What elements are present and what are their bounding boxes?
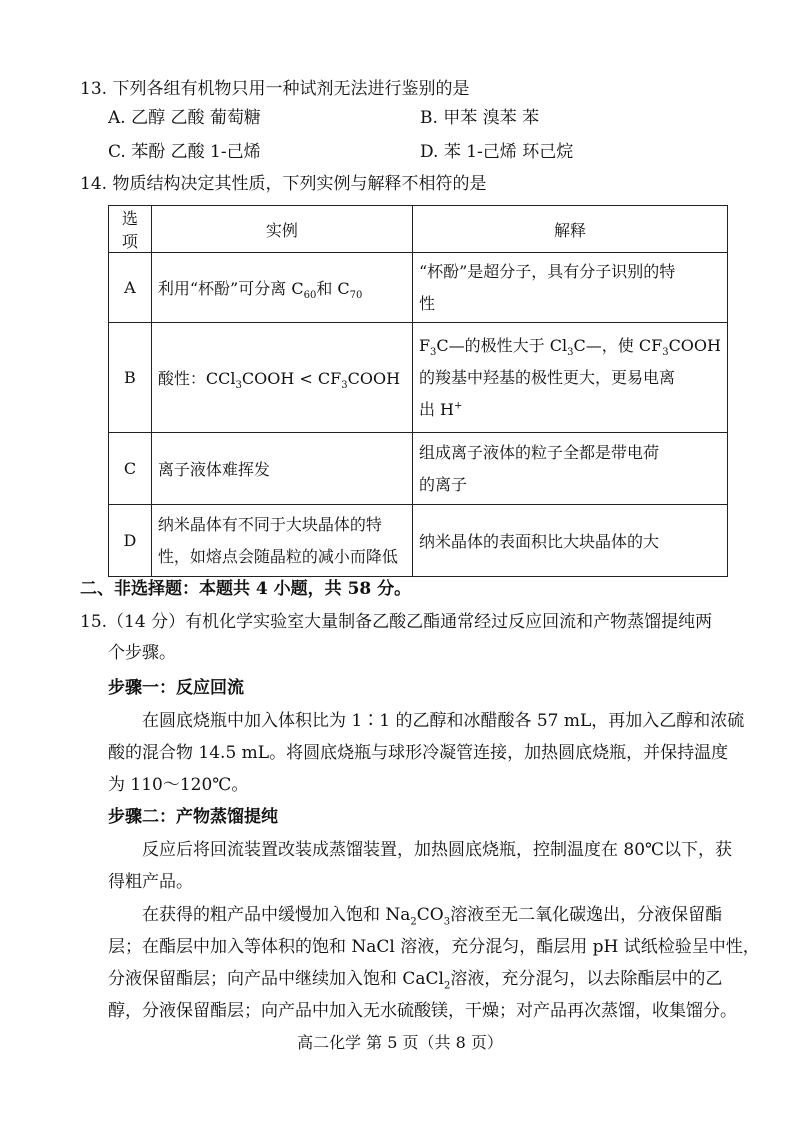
q14-row-a-option: A [109,253,152,323]
q14-row-b-explain-line1 [419,330,721,362]
q15-step1-line1: 在圆底烧瓶中加入体积比为 1∶1 的乙醇和冰醋酸各 57 mL，再加入乙醇和浓硫 [142,711,745,731]
q14-row-a-explain-line1: “杯酚”是超分子，具有分子识别的特 [418,261,676,281]
q14-header-explanation: 解释 [412,206,727,253]
q14-stem: 14. 物质结构决定其性质，下列实例与解释不相符的是 [80,174,487,194]
q15-p2-l1-b: CO [416,905,444,925]
q14-row-a-example-text: 利用“杯酚”可分离 C [157,279,304,298]
q14-row-c-explanation [412,433,727,505]
q13-option-b: B. 甲苯 溴苯 苯 [420,108,540,128]
q14-table [108,205,728,577]
q14-header-row [109,206,728,253]
q14-row-d [109,505,728,577]
q14-row-b-l1-sub3: 3 [662,346,669,358]
q15-p2-l3-b: 溶液，充分混匀，以去除酯层中的乙 [450,969,723,989]
q15-step2-p1-line2: 得粗产品。 [108,872,193,892]
q14-row-c-explain-line2: 的离子 [418,474,467,494]
q14-row-b-example [151,323,412,433]
q14-row-b-l1-a: F [418,335,431,355]
q14-row-a-explain-line2: 性 [418,293,435,313]
q14-row-c-example: 离子液体难挥发 [151,433,412,505]
q14-row-b-example-mid: COOH < CF [241,369,342,388]
q15-step2-p2-line2: 层；在酯层中加入等体积的饱和 NaCl 溶液，充分混匀，酯层用 pH 试纸检验呈中性， [108,937,760,957]
q14-row-d-explanation: 纳米晶体的表面积比大块晶体的大 [412,505,727,577]
q14-row-b-example-post: COOH [347,369,401,388]
q15-p2-l1-sub1: 2 [410,916,417,928]
q14-row-b-example-text: 酸性：CCl [157,369,236,388]
q14-row-b-explanation [412,323,727,433]
page-footer: 高二化学 第 5 页（共 8 页） [297,1033,503,1052]
q15-stem-line2: 个步骤。 [108,643,176,663]
q15-p2-l3-sub: 2 [444,980,451,992]
q14-row-b-l1-sub2: 3 [567,346,574,358]
q13-option-d: D. 苯 1-己烯 环己烷 [420,142,574,162]
q14-row-d-example-line1: 纳米晶体有不同于大块晶体的特 [157,514,382,534]
q14-row-a-sub-60: 60 [303,290,317,302]
q14-row-a-example [151,253,412,323]
q15-p2-l1-a: 在获得的粗产品中缓慢加入饱和 Na [142,905,411,925]
q14-row-c [109,433,728,505]
q14-row-d-option: D [109,505,152,577]
q14-row-b-explain-line3 [419,394,721,426]
q14-row-b-l3-sup: + [453,400,463,412]
q14-header-option: 选项 [109,206,152,253]
q15-step1-line2: 酸的混合物 14.5 mL。将圆底烧瓶与球形冷凝管连接，加热圆底烧瓶，并保持温度 [108,743,729,763]
q14-row-a-explanation [412,253,727,323]
q15-step2-p1-line1: 反应后将回流装置改装成蒸馏装置，加热圆底烧瓶，控制温度在 80℃以下，获 [142,840,733,860]
q14-row-b-l1-d: COOH [668,335,721,355]
q15-step2-p2-line1 [142,904,722,926]
q14-row-b-explain-line2: 的羧基中羟基的极性更大，更易电离 [418,367,675,387]
q14-row-b-l1-c: C—，使 CF [573,335,663,355]
q15-step2-title: 步骤二：产物蒸馏提纯 [108,807,278,827]
q15-p2-l3-a: 分液保留酯层；向产品中继续加入饱和 CaCl [108,969,444,989]
q14-row-b-sub-2: 3 [341,380,348,392]
q14-row-b-l3-a: 出 H [418,399,454,419]
q14-row-d-example-line2: 性，如熔点会随晶粒的减小而降低 [157,546,398,566]
q13-option-c: C. 苯酚 乙酸 1-己烯 [108,142,261,162]
section-2-heading: 二、非选择题：本题共 4 小题，共 58 分。 [80,579,412,599]
q14-row-a-example-mid: 和 C [316,279,350,298]
q14-row-a [109,253,728,323]
q14-row-c-explain-line1: 组成离子液体的粒子全都是带电荷 [418,442,659,462]
q14-row-b-option: B [109,323,152,433]
q15-p2-l1-c: 溶液至无二氧化碳逸出，分液保留酯 [450,905,723,925]
q14-row-b-l1-sub1: 3 [430,346,437,358]
q15-step1-title: 步骤一：反应回流 [108,678,244,698]
q15-p2-l1-sub2: 3 [443,916,451,928]
q15-step2-p2-line4: 醇，分液保留酯层；向产品中加入无水硫酸镁，干燥；对产品再次蒸馏，收集馏分。 [108,1001,737,1021]
q14-row-b [109,323,728,433]
q15-step1-line3: 为 110～120℃。 [108,775,249,795]
q13-stem: 13. 下列各组有机物只用一种试剂无法进行鉴别的是 [80,79,470,99]
q14-row-b-sub-1: 3 [235,380,242,392]
q14-row-b-l1-b: C—的极性大于 Cl [436,335,568,355]
q15-step2-p2-line3 [108,968,722,990]
q15-stem-line1: 15.（14 分）有机化学实验室大量制备乙酸乙酯通常经过反应回流和产物蒸馏提纯两 [80,612,713,632]
q14-row-c-option: C [109,433,152,505]
q13-option-a: A. 乙醇 乙酸 葡萄糖 [108,108,261,128]
q14-row-a-sub-70: 70 [349,290,363,302]
q14-row-d-example [151,505,412,577]
q14-header-example: 实例 [151,206,412,253]
